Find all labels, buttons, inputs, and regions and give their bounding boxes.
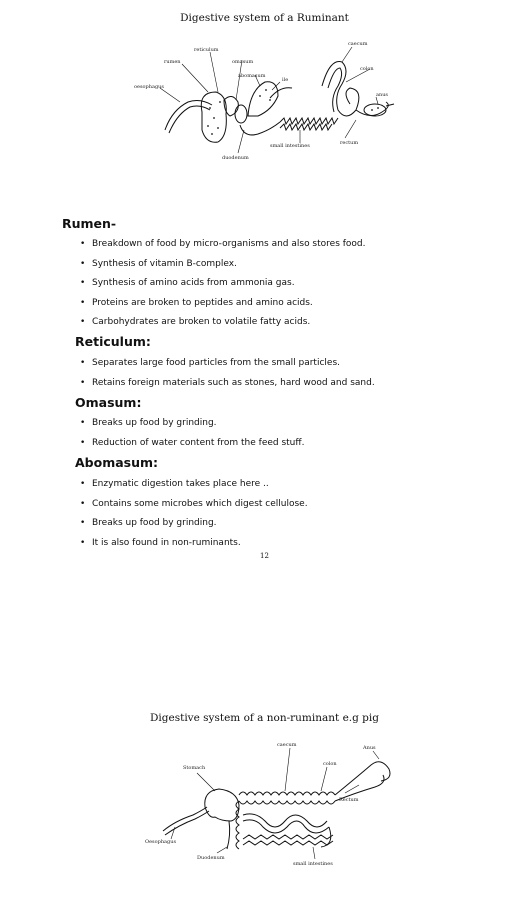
caecum-colon-loop [322,62,356,117]
label-duodenum: Duodenum [197,855,225,861]
label-reticulum: reticulum [194,47,219,53]
label-oesophagus: Oesophagus [145,839,177,845]
label-rumen: rumen [164,59,181,65]
label-omasum: omasum [232,59,254,65]
label-abomasum: abomasum [238,73,266,79]
ruminant-digestive-diagram [120,30,420,170]
abomasum-heading: Abomasum: [75,455,159,470]
list-item: • Breakdown of food by micro-organisms and also stores food. [92,238,366,258]
oesophagus-tube [163,807,207,831]
stomach-shape [205,789,239,821]
list-item: • Synthesis of vitamin B-complex. [92,258,366,278]
reticulum-heading: Reticulum: [75,334,151,349]
rectum-shape [364,104,386,116]
list-item: • Separates large food particles from the small particles. [92,357,375,377]
label-anus: anus [376,92,388,98]
small-intestine-upper [243,814,327,827]
list-item: • Synthesis of amino acids from ammonia gas. [92,277,366,297]
non-ruminant-digestive-diagram [135,735,405,875]
list-item: • Enzymatic digestion takes place here .. [92,478,308,498]
label-rectum: Rectum [339,797,359,803]
list-item: • Breaks up food by grinding. [92,417,304,437]
label-colon: colon [360,66,374,72]
label-duodenum: duodenum [222,155,249,161]
duodenum-tube [240,122,280,135]
abomasum-shape [248,82,278,116]
rumen-heading: Rumen- [62,216,117,231]
label-rectum: rectum [340,140,359,146]
label-small-intestines: small intestines [293,861,333,867]
label-anus: Anus [363,745,376,751]
abomasum-functions-list [80,478,308,556]
list-item: • Carbohydrates are broken to volatile fatty acids. [92,316,366,336]
reticulum-functions-list [80,357,375,396]
omasum-shape [235,105,247,123]
list-item: • Contains some microbes which digest cellulose. [92,498,308,518]
non-ruminant-diagram-title: Digestive system of a non-ruminant e.g pig [150,712,379,724]
label-caecum: caecum [277,742,297,748]
page-number: 12 [260,552,269,560]
list-item: • Reduction of water content from the feed stuff. [92,437,304,457]
caecum-shape [335,762,390,795]
small-intestine-lower [243,835,333,839]
list-item: • Proteins are broken to peptides and amino acids. [92,297,366,317]
label-caecum: caecum [348,41,368,47]
omasum-heading: Omasum: [75,395,142,410]
colon-beads-upper [239,792,335,795]
label-small-intestines: small intestines [270,143,310,149]
anus-opening [386,104,394,106]
list-item: • Retains foreign materials such as stones, hard wood and sand. [92,377,375,397]
rumen-functions-list [80,238,366,336]
colon-beads-left [236,801,239,849]
label-colon: colon [323,761,337,767]
duodenum-tube [227,821,230,849]
label-ileum: ile [282,77,289,83]
colon-tube [346,88,359,110]
list-item: • Breaks up food by grinding. [92,517,308,537]
label-stomach: Stomach [183,765,206,771]
omasum-functions-list [80,417,304,456]
label-oesophagus: oesophagus [134,84,164,90]
list-item: • It is also found in non-ruminants. [92,537,308,557]
ruminant-diagram-title: Digestive system of a Ruminant [180,12,349,24]
small-intestine-coil [280,118,338,124]
